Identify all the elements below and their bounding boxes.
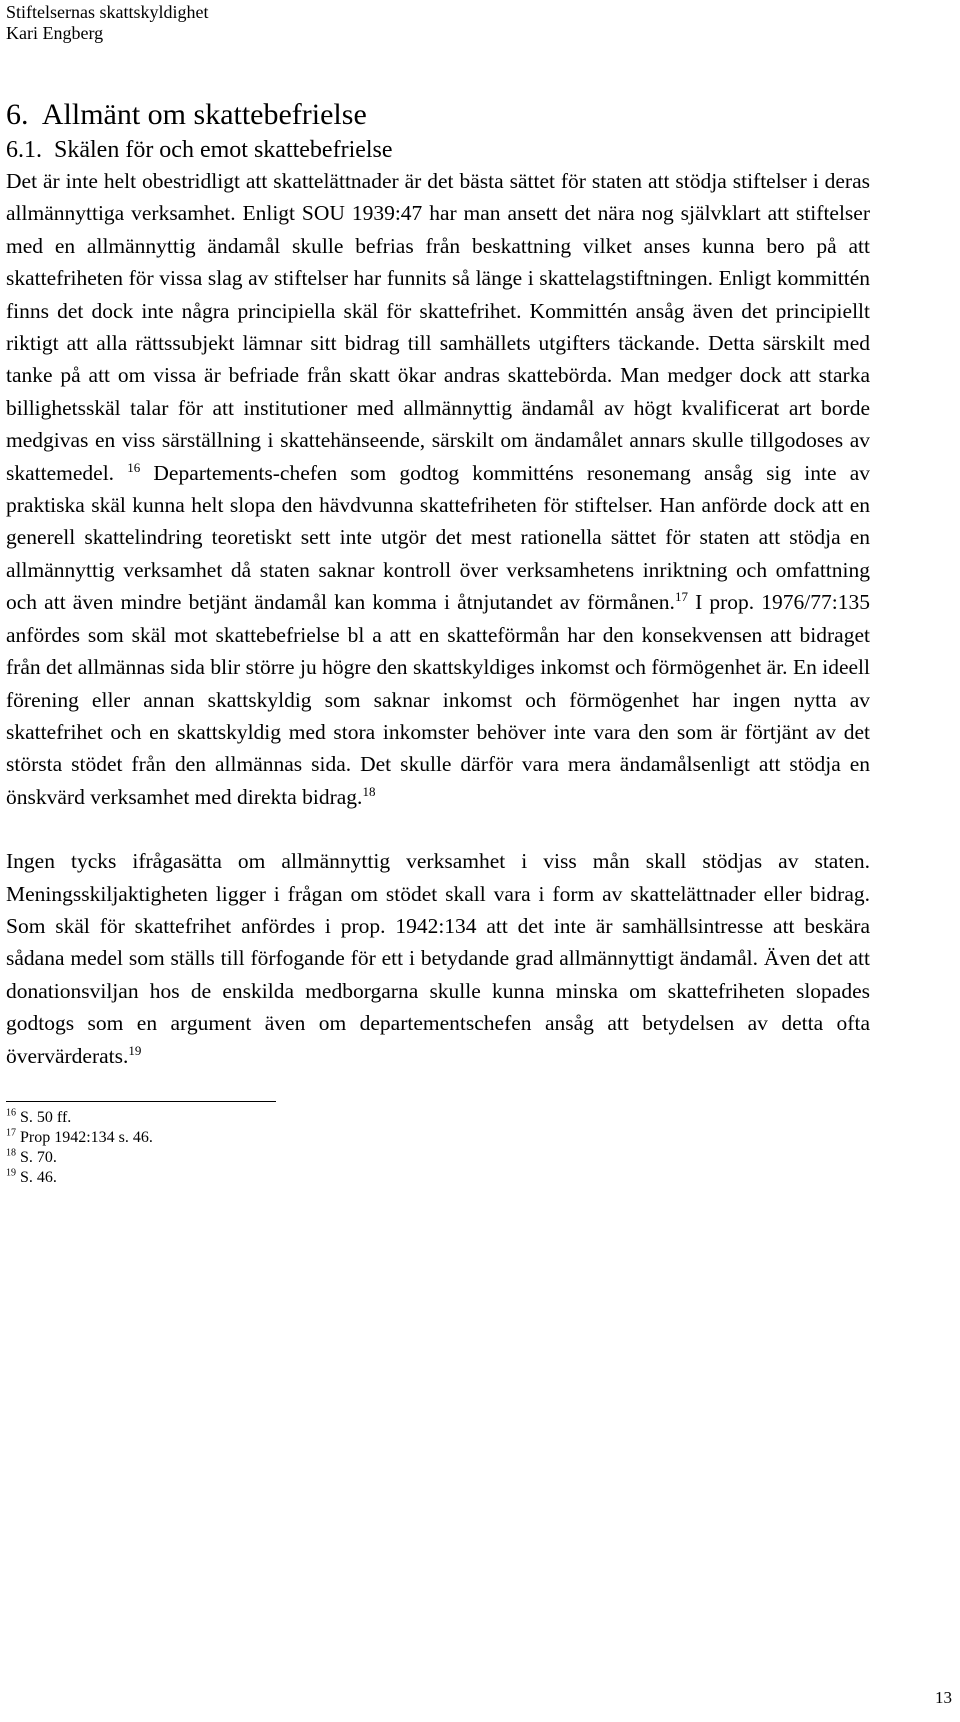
header-title: Stiftelsernas skattskyldighet [6, 2, 209, 22]
footnote-reference: 17 [674, 589, 688, 605]
paragraph-segment: Ingen tycks ifrågasätta om allmännyttig verksamhet i viss mån skall stödjas av staten. Meningsskiljaktigheten ligger i frågan om stödet skall vara i form av skattelättnader eller bidrag. Som skäl för skattefrihet anfördes i prop. 1942:134 att det inte är samhällsintresse att beskära sådana medel som ställs till förfogande för ett i betydande grad allmännyttigt ändamål. Även det att donationsviljan hos de enskilda medborgarna skulle kunna minska om skattefriheten slopades godtogs som en argument även om departementschefen ansåg att betydelsen av detta ofta övervärderats. [6, 849, 870, 1068]
footnote-number: 19 [6, 1167, 16, 1179]
footnote [6, 1128, 870, 1148]
footnote-text: S. 50 ff. [20, 1108, 72, 1126]
footnote-reference: 16 [127, 459, 141, 475]
footnote-text: S. 46. [20, 1168, 57, 1186]
page-number: 13 [935, 1688, 952, 1707]
footnote-number: 16 [6, 1107, 16, 1119]
document-page [6, 0, 870, 1188]
chapter-number: 6. [6, 98, 29, 131]
footnote [6, 1108, 870, 1128]
running-header [6, 2, 870, 44]
footnote-reference: 19 [128, 1042, 142, 1058]
paragraph-segment: I prop. 1976/77:135 anfördes som skäl mot skattebefrielse bl a att en skatteförmån har den konsekvensen att bidraget från det allmännas sida blir större ju högre den skattskyldiges inkomst och förmögenhet är. En ideell förening eller annan skattskyldig som saknar inkomst och förmögenhet har ingen nytta av skattefrihet och en skattskyldig med stora inkomster behöver inte vara den som är förtjänt av det största stödet från den allmännas sida. Det skulle därför vara mera ändamålsenligt att stödja en önskvärd verksamhet med direkta bidrag. [6, 590, 870, 809]
footnote-number: 18 [6, 1147, 16, 1159]
paragraph-segment: Departements-chefen som godtog kommitténs resonemang ansåg sig inte av praktiska skäl kunna helt slopa den hävdvunna skattefriheten för stiftelser. Han anförde dock att en generell skattelindring teoretiskt sett inte utgör det mest rationella sättet för staten att stödja en allmännyttig verksamhet då staten saknar kontroll över verksamhetens inriktning och omfattning och att även mindre betjänt ändamål kan komma i åtnjutandet av förmånen. [6, 460, 870, 615]
paragraph-segment: Det är inte helt obestridligt att skattelättnader är det bästa sättet för staten att stödja stiftelser i deras allmännyttiga verksamhet. Enligt SOU 1939:47 har man ansett det nära nog självklart att stiftelser med en allmännyttig ändamål skulle befrias från beskattning vilket anses kunna bero på att skattefriheten för vissa slag av stiftelser har funnits så länge i skattelagstiftningen. Enligt kommittén finns det dock inte några principiella skäl för skattefrihet. Kommittén ansåg även det principiellt riktigt att alla rättssubjekt lämnar sitt bidrag till samhällets utgifters täckande. Detta särskilt med tanke på att om vissa är befriade från skatt ökar andras skattebörda. Man medger dock att starka billighetsskäl talar för att institutioner med allmännyttig ändamål av högt kvalificerat art borde medgivas en viss särställning i skattehänseende, särskilt om ändamålet annars skulle tillgodoses av skattemedel. [6, 169, 870, 485]
footnotes [6, 1108, 870, 1188]
chapter-heading [6, 97, 870, 133]
body-paragraph-2 [6, 845, 870, 1072]
body-paragraph-1 [6, 165, 870, 813]
footnote-number: 17 [6, 1127, 16, 1139]
footnote-separator [6, 1101, 276, 1102]
chapter-title: Allmänt om skattebefrielse [41, 98, 367, 131]
footnote [6, 1148, 870, 1168]
footnote-text: S. 70. [20, 1148, 57, 1166]
footnote-text: Prop 1942:134 s. 46. [20, 1128, 153, 1146]
footnote-reference: 18 [362, 783, 376, 799]
section-heading [6, 135, 870, 165]
section-title: Skälen för och emot skattebefrielse [54, 137, 393, 163]
section-number: 6.1. [6, 137, 42, 163]
header-author: Kari Engberg [6, 23, 104, 43]
footnote [6, 1168, 870, 1188]
